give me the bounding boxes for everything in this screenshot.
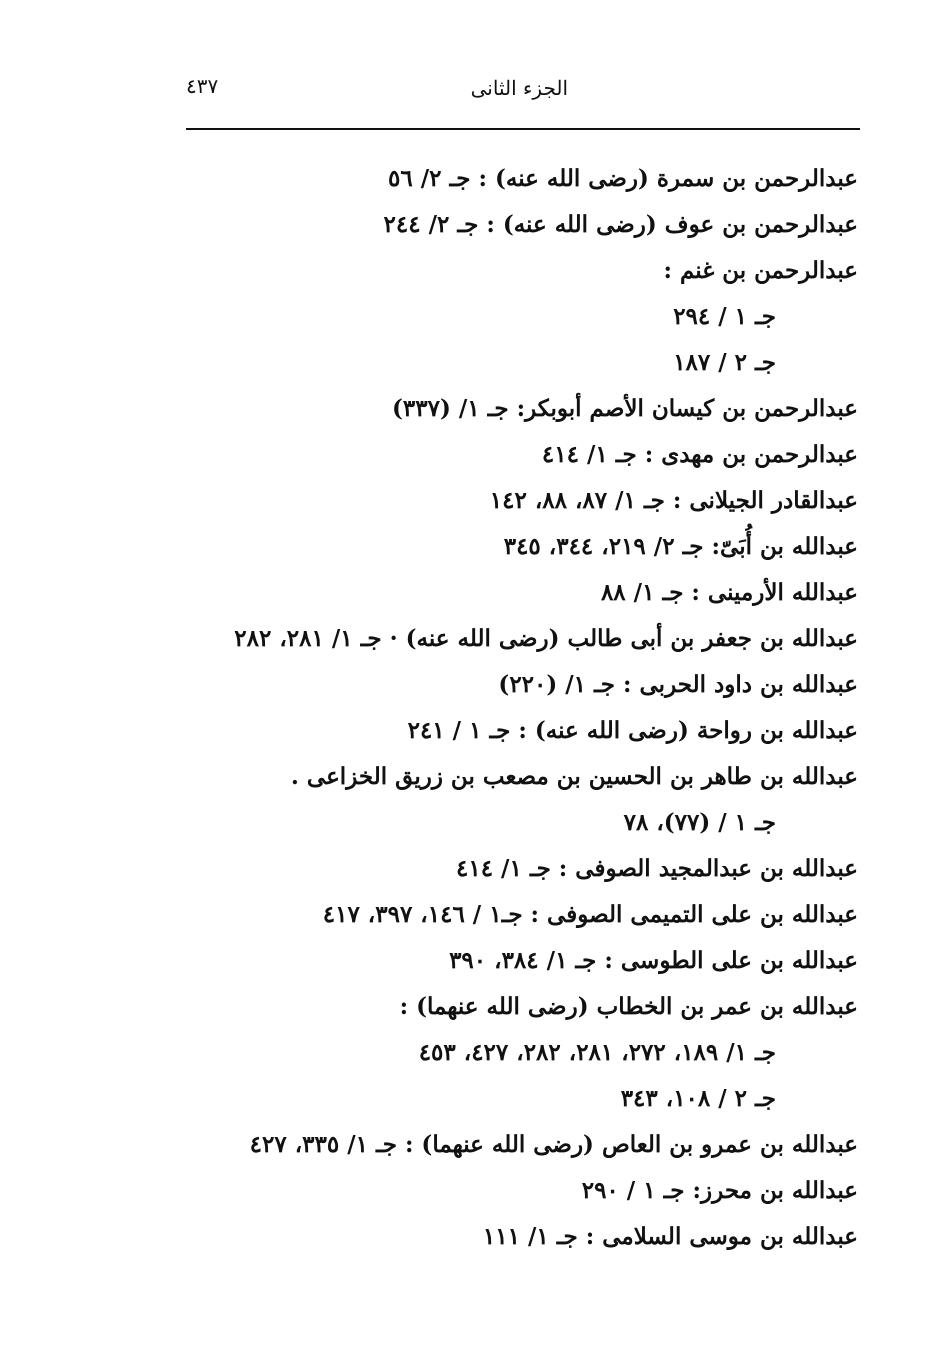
index-entry: عبدالرحمن بن غنم : bbox=[663, 257, 858, 284]
index-entry: عبدالله بن عبدالمجيد الصوفى : جـ ١/ ٤١٤ bbox=[455, 855, 858, 882]
header-rule bbox=[186, 128, 860, 130]
index-entry: عبدالرحمن بن مهدى : جـ ١/ ٤١٤ bbox=[541, 441, 858, 468]
index-list bbox=[178, 156, 858, 1260]
index-entry: عبدالله بن عمر بن الخطاب (رضى الله عنهما) : bbox=[399, 993, 858, 1020]
index-subentry: جـ ١ / (٧٧)، ٧٨ bbox=[623, 809, 776, 836]
index-subentry: جـ ٢ / ١٨٧ bbox=[673, 349, 776, 376]
index-entry: عبدالرحمن بن كيسان الأصم أبوبكر: جـ ١/ (٣٣٧) bbox=[392, 395, 858, 422]
index-entry: عبدالله بن عمرو بن العاص (رضى الله عنهما) : جـ ١/ ٣٣٥، ٤٢٧ bbox=[249, 1131, 858, 1158]
index-subentry: جـ ١ / ٢٩٤ bbox=[673, 303, 776, 330]
index-subentry: جـ ٢ / ١٠٨، ٣٤٣ bbox=[620, 1085, 776, 1112]
index-entry: عبدالله بن على التميمى الصوفى : جـ١ / ١٤٦، ٣٩٧، ٤١٧ bbox=[322, 901, 858, 928]
index-entry: عبدالقادر الجيلانى : جـ ١/ ٨٧، ٨٨، ١٤٢ bbox=[489, 487, 858, 514]
index-subentry: جـ ١/ ١٨٩، ٢٧٢، ٢٨١، ٢٨٢، ٤٢٧، ٤٥٣ bbox=[418, 1039, 776, 1066]
index-entry: عبدالله بن موسى السلامى : جـ ١/ ١١١ bbox=[482, 1223, 858, 1250]
index-entry: عبدالله الأرمينى : جـ ١/ ٨٨ bbox=[600, 579, 858, 606]
page-number: ٤٣٧ bbox=[186, 74, 219, 98]
index-entry: عبدالله بن داود الحربى : جـ ١/ (٢٢٠) bbox=[498, 671, 858, 698]
running-title: الجزء الثانى bbox=[470, 76, 568, 100]
index-entry: عبدالله بن طاهر بن الحسين بن مصعب بن زريق الخزاعى . bbox=[290, 763, 858, 790]
index-entry: عبدالرحمن بن سمرة (رضى الله عنه) : جـ ٢/ ٥٦ bbox=[388, 165, 858, 192]
index-entry: عبدالله بن رواحة (رضى الله عنه) : جـ ١ / ٢٤١ bbox=[407, 717, 858, 744]
index-entry: عبدالله بن جعفر بن أبى طالب (رضى الله عنه) · جـ ١/ ٢٨١، ٢٨٢ bbox=[234, 625, 858, 652]
index-entry: عبدالله بن محرز: جـ ١ / ٢٩٠ bbox=[581, 1177, 858, 1204]
index-entry: عبدالله بن على الطوسى : جـ ١/ ٣٨٤، ٣٩٠ bbox=[449, 947, 858, 974]
index-entry: عبدالرحمن بن عوف (رضى الله عنه) : جـ ٢/ ٢٤٤ bbox=[383, 211, 858, 238]
page-header bbox=[186, 70, 860, 104]
index-entry: عبدالله بن أُبَىّ: جـ ٢/ ٢١٩، ٣٤٤، ٣٤٥ bbox=[503, 533, 858, 560]
